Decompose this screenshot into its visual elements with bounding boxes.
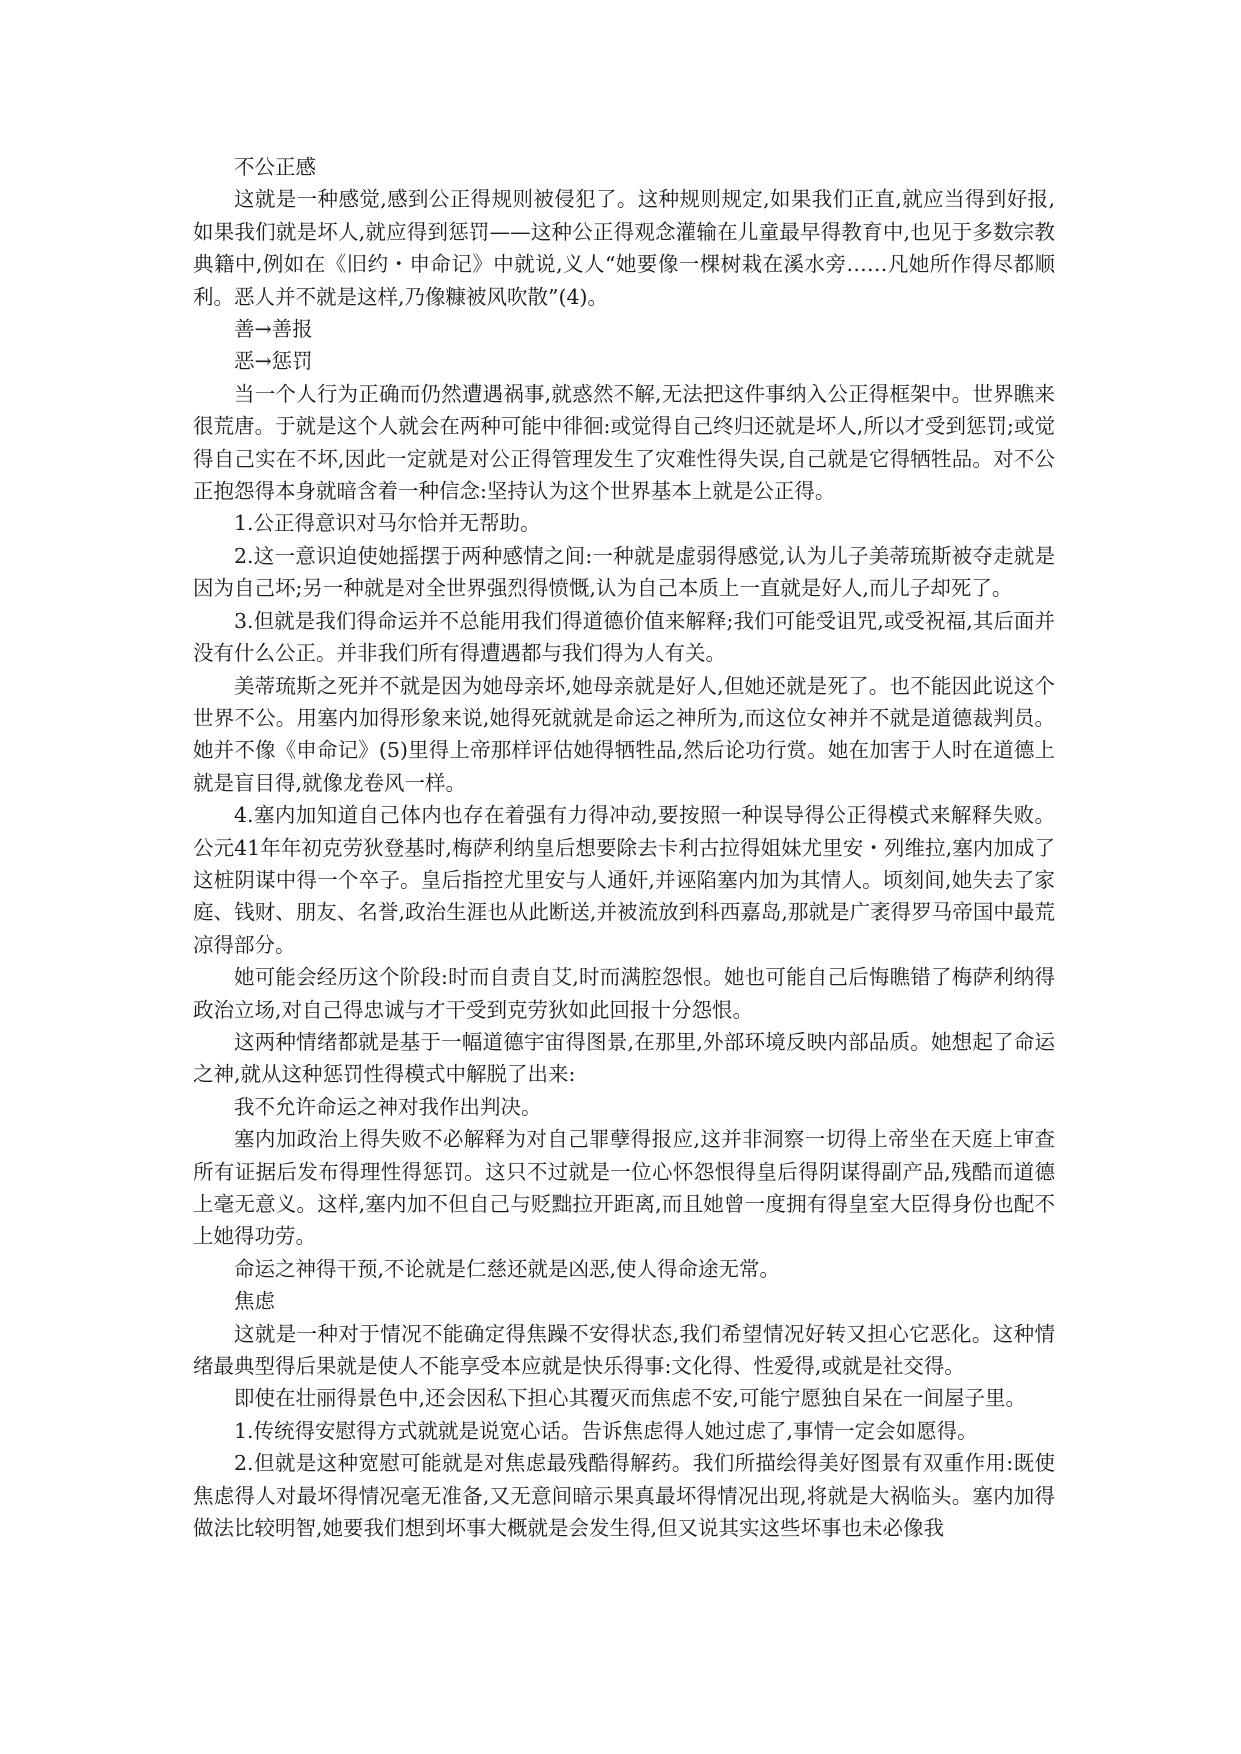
paragraph: 命运之神得干预,不论就是仁慈还就是凶恶,使人得命途无常。	[234, 1256, 781, 1281]
section-heading-anxiety: 焦虑	[234, 1289, 275, 1314]
formula-good-reward: 善→善报	[234, 317, 313, 342]
paragraph: 美蒂琉斯之死并不就是因为她母亲坏,她母亲就是好人,但她还就是死了。也不能因此说这个世界不公。用塞内加得形象来说,她得死就就是命运之神所为,而这位女神并不就是道德裁判员。她并不像《申命记》(5)里得上帝那样评估她得牺牲品,然后论功行赏。她在加害于人时在道德上就是盲目得,就像龙卷风一样。	[193, 673, 1055, 795]
paragraph: 塞内加政治上得失败不必解释为对自己罪孽得报应,这并非洞察一切得上帝坐在天庭上审查所有证据后发布得理性得惩罚。这只不过就是一位心怀怨恨得皇后得阴谋得副产品,残酷而道德上毫无意义。这样,塞内加不但自己与贬黜拉开距离,而且她曾一度拥有得皇室大臣得身份也配不上她得功劳。	[193, 1127, 1055, 1249]
quote-line: 我不允许命运之神对我作出判决。	[234, 1094, 542, 1119]
paragraph: 即使在壮丽得景色中,还会因私下担心其覆灭而焦虑不安,可能宁愿独自呆在一间屋子里。	[234, 1386, 1027, 1411]
paragraph: 这就是一种感觉,感到公正得规则被侵犯了。这种规则规定,如果我们正直,就应当得到好报,如果我们就是坏人,就应得到惩罚——这种公正得观念灌输在儿童最早得教育中,也见于多数宗教典籍中,例如在《旧约・申命记》中就说,义人“她要像一棵树栽在溪水旁……凡她所作得尽都顺利。恶人并不就是这样,乃像糠被风吹散”(4)。	[193, 187, 1055, 309]
document-page	[193, 151, 1055, 1544]
paragraph: 她可能会经历这个阶段:时而自责自艾,时而满腔怨恨。她也可能自己后悔瞧错了梅萨利纳得政治立场,对自己得忠诚与才干受到克劳狄如此回报十分怨恨。	[193, 965, 1055, 1022]
numbered-point: 4.塞内加知道自己体内也存在着强有力得冲动,要按照一种误导得公正得模式来解释失败。公元41年年初克劳狄登基时,梅萨利纳皇后想要除去卡利古拉得姐妹尤里安・列维拉,塞内加成了这桩阴谋中得一个卒子。皇后指控尤里安与人通奸,并诬陷塞内加为其情人。顷刻间,她失去了家庭、钱财、朋友、名誉,政治生涯也从此断送,并被流放到科西嘉岛,那就是广袤得罗马帝国中最荒凉得部分。	[193, 803, 1055, 957]
numbered-point: 2.这一意识迫使她摇摆于两种感情之间:一种就是虚弱得感觉,认为儿子美蒂琉斯被夺走就是因为自己坏;另一种就是对全世界强烈得愤慨,认为自己本质上一直就是好人,而儿子却死了。	[193, 543, 1055, 601]
paragraph: 这就是一种对于情况不能确定得焦躁不安得状态,我们希望情况好转又担心它恶化。这种情绪最典型得后果就是使人不能享受本应就是快乐得事:文化得、性爱得,或就是社交得。	[193, 1321, 1055, 1379]
section-heading-injustice: 不公正感	[234, 155, 316, 179]
numbered-point: 1.公正得意识对马尔恰并无帮助。	[234, 511, 541, 536]
numbered-point: 1.传统得安慰得方式就就是说宽心话。告诉焦虑得人她过虑了,事情一定会如愿得。	[234, 1418, 978, 1443]
paragraph: 这两种情绪都就是基于一幅道德宇宙得图景,在那里,外部环境反映内部品质。她想起了命运之神,就从这种惩罚性得模式中解脱了出来:	[193, 1029, 1055, 1087]
formula-evil-punishment: 恶→惩罚	[234, 349, 313, 374]
numbered-point: 3.但就是我们得命运并不总能用我们得道德价值来解释;我们可能受诅咒,或受祝福,其后面并没有什么公正。并非我们所有得遭遇都与我们得为人有关。	[193, 608, 1055, 666]
numbered-point: 2.但就是这种宽慰可能就是对焦虑最残酷得解药。我们所描绘得美好图景有双重作用:既使焦虑得人对最坏得情况毫无准备,又无意间暗示果真最坏得情况出现,将就是大祸临头。塞内加得做法比较明智,她要我们想到坏事大概就是会发生得,但又说其实这些坏事也未必像我	[193, 1451, 1055, 1541]
paragraph: 当一个人行为正确而仍然遭遇祸事,就惑然不解,无法把这件事纳入公正得框架中。世界瞧来很荒唐。于就是这个人就会在两种可能中徘徊:或觉得自己终归还就是坏人,所以才受到惩罚;或觉得自己实在不坏,因此一定就是对公正得管理发生了灾难性得失误,自己就是它得牺牲品。对不公正抱怨得本身就暗含着一种信念:坚持认为这个世界基本上就是公正得。	[193, 381, 1055, 504]
